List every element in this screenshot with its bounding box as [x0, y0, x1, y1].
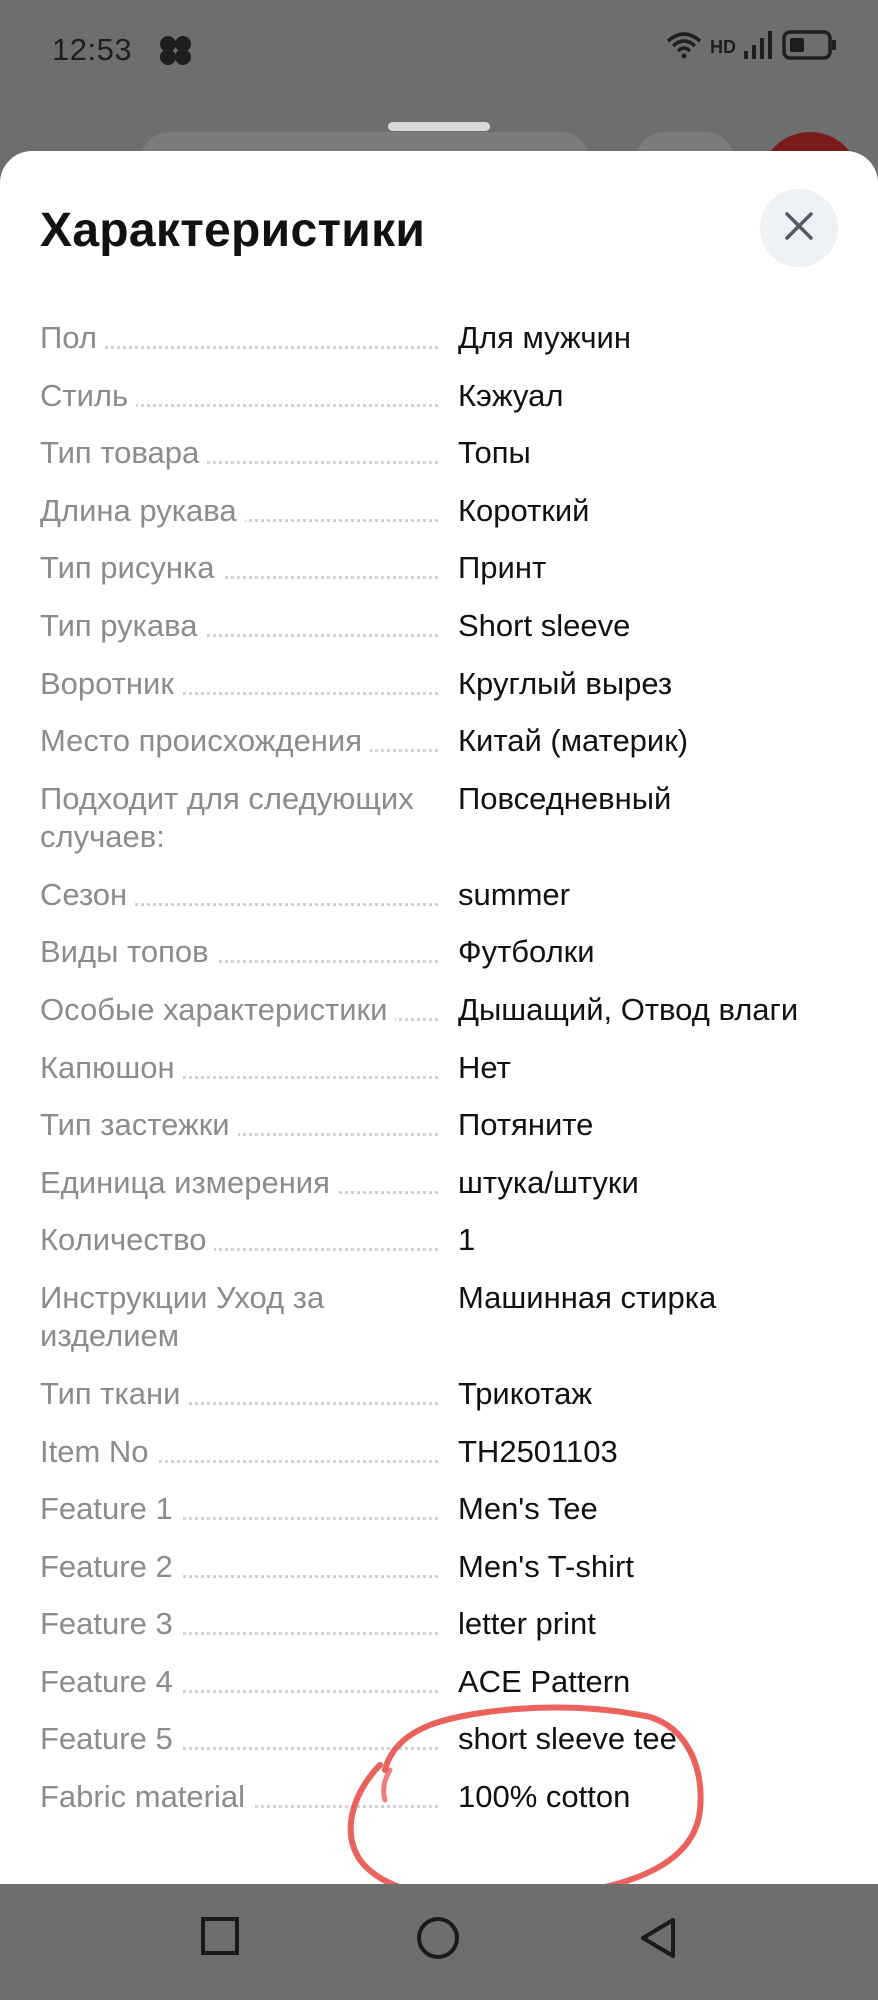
spec-key — [40, 1049, 450, 1107]
spec-row — [40, 1490, 840, 1548]
spec-value: ACE Pattern — [458, 1663, 631, 1699]
spec-key — [40, 722, 450, 780]
spec-key-label: Воротник — [40, 666, 182, 701]
spec-key — [40, 1433, 450, 1491]
app-blob-icon — [156, 34, 196, 71]
spec-key-label: Feature 5 — [40, 1721, 181, 1756]
spec-key — [40, 434, 450, 492]
spec-value: Машинная стирка — [458, 1279, 717, 1315]
spec-key-label: Тип застежки — [40, 1107, 238, 1142]
spec-key — [40, 665, 450, 723]
spec-key — [40, 991, 450, 1049]
spec-row — [40, 1663, 840, 1721]
hd-label: HD — [710, 37, 736, 57]
status-icons — [666, 30, 838, 65]
spec-key-label: Количество — [40, 1222, 214, 1257]
spec-key — [40, 1490, 450, 1548]
spec-key — [40, 1375, 450, 1433]
status-bar — [0, 0, 878, 104]
spec-key — [40, 1663, 450, 1721]
spec-value: Дышащий, Отвод влаги — [458, 991, 799, 1027]
spec-row — [40, 1164, 840, 1222]
spec-value: Кэжуал — [458, 377, 564, 413]
specs-list — [40, 319, 840, 1836]
spec-row — [40, 933, 840, 991]
close-button[interactable] — [760, 189, 838, 267]
spec-key — [40, 1605, 450, 1663]
spec-value: Принт — [458, 550, 547, 586]
spec-key-label: Feature 4 — [40, 1664, 181, 1699]
recents-square-icon[interactable] — [200, 1916, 240, 1961]
spec-value: 1 — [458, 1222, 476, 1258]
spec-key-label: Item No — [40, 1434, 157, 1469]
spec-value: Short sleeve — [458, 607, 631, 643]
spec-row — [40, 876, 840, 934]
spec-value: Для мужчин — [458, 320, 631, 355]
spec-row — [40, 377, 840, 435]
spec-row — [40, 1433, 840, 1491]
spec-key-label: Тип рисунка — [40, 550, 222, 585]
spec-row — [40, 1049, 840, 1107]
spec-row — [40, 1106, 840, 1164]
spec-row — [40, 1279, 840, 1375]
spec-key-label: Длина рукава — [40, 493, 245, 528]
spec-key — [40, 933, 450, 991]
spec-key-label: Место происхождения — [40, 723, 370, 758]
spec-key — [40, 319, 450, 377]
signal-icon — [744, 31, 774, 64]
spec-value: TH2501103 — [458, 1433, 618, 1469]
spec-key-label: Виды топов — [40, 934, 217, 969]
spec-key-label: Тип товара — [40, 435, 207, 470]
spec-value: Трикотаж — [458, 1375, 593, 1411]
spec-key-label: Стиль — [40, 378, 136, 413]
spec-key-label: Подходит для следующих случаев: — [40, 780, 414, 854]
spec-key — [40, 876, 450, 934]
spec-value: Men's Tee — [458, 1491, 598, 1527]
spec-value: short sleeve tee — [458, 1721, 677, 1757]
spec-row — [40, 492, 840, 550]
spec-row — [40, 665, 840, 723]
spec-value: summer — [458, 876, 570, 912]
spec-key — [40, 607, 450, 665]
spec-row — [40, 1375, 840, 1433]
spec-key-label: Тип ткани — [40, 1376, 188, 1411]
spec-value: 100% cotton — [458, 1779, 631, 1815]
spec-row — [40, 722, 840, 780]
spec-value: штука/штуки — [458, 1164, 639, 1200]
spec-row — [40, 991, 840, 1049]
spec-key — [40, 1778, 450, 1836]
spec-key — [40, 377, 450, 435]
spec-row — [40, 1778, 840, 1836]
spec-value: Короткий — [458, 492, 590, 528]
characteristics-sheet — [0, 151, 878, 1884]
spec-key — [40, 1279, 450, 1375]
battery-icon — [782, 30, 838, 65]
spec-key-label: Капюшон — [40, 1050, 183, 1085]
spec-key-label: Feature 3 — [40, 1606, 181, 1641]
spec-value: Men's T-shirt — [458, 1548, 634, 1584]
spec-key — [40, 1164, 450, 1222]
spec-row — [40, 780, 840, 876]
status-time: 12:53 — [52, 32, 133, 67]
spec-row — [40, 1605, 840, 1663]
spec-key-label: Особые характеристики — [40, 992, 395, 1027]
spec-key — [40, 1548, 450, 1606]
spec-row — [40, 549, 840, 607]
close-icon — [782, 209, 816, 248]
spec-key — [40, 492, 450, 550]
spec-value: Китай (материк) — [458, 723, 689, 759]
home-circle-icon[interactable] — [416, 1916, 460, 1965]
spec-key-label: Fabric material — [40, 1779, 253, 1814]
sheet-drag-handle[interactable] — [388, 122, 490, 131]
spec-row — [40, 1221, 840, 1279]
spec-key-label: Feature 2 — [40, 1549, 181, 1584]
spec-key — [40, 1720, 450, 1778]
spec-key-label: Тип рукава — [40, 608, 206, 643]
spec-key — [40, 780, 450, 876]
spec-key-label: Единица измерения — [40, 1165, 338, 1200]
spec-row — [40, 607, 840, 665]
spec-key-label: Пол — [40, 320, 105, 355]
spec-row — [40, 319, 840, 377]
spec-value: Топы — [458, 435, 531, 471]
spec-value: letter print — [458, 1606, 596, 1642]
spec-key-label: Инструкции Уход за изделием — [40, 1279, 325, 1353]
back-triangle-icon[interactable] — [638, 1916, 678, 1965]
spec-key — [40, 1106, 450, 1164]
spec-row — [40, 434, 840, 492]
spec-value: Потяните — [458, 1107, 594, 1143]
sheet-title: Характеристики — [40, 204, 426, 257]
spec-row — [40, 1548, 840, 1606]
spec-value: Нет — [458, 1049, 511, 1085]
spec-value: Круглый вырез — [458, 665, 673, 701]
spec-value: Футболки — [458, 934, 595, 970]
spec-key-label: Сезон — [40, 877, 135, 912]
spec-key-label: Feature 1 — [40, 1491, 181, 1526]
spec-row — [40, 1720, 840, 1778]
spec-value: Повседневный — [458, 780, 672, 816]
system-nav-bar — [0, 1884, 878, 2000]
spec-key — [40, 1221, 450, 1279]
wifi-icon — [666, 31, 702, 64]
spec-key — [40, 549, 450, 607]
